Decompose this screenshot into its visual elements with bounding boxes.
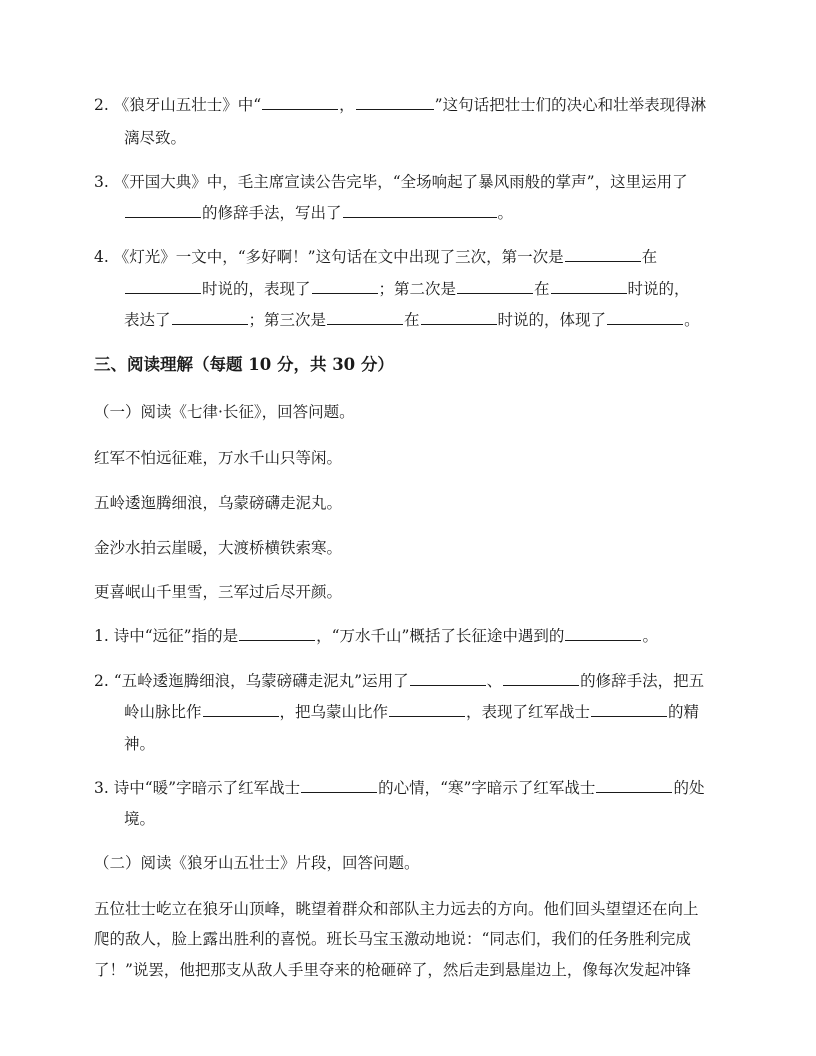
- question-3-line-2: [124, 203, 513, 223]
- text: 时说的，: [627, 280, 690, 298]
- part-heading: （二）阅读《狼牙山五壮士》片段，回答问题。: [94, 854, 420, 872]
- reading-question-2-line-1: [94, 671, 704, 691]
- text: 3. 《开国大典》中，毛主席宣读公告完毕，“全场响起了暴风雨般的掌声”，这里运用了: [94, 173, 688, 191]
- question-2-line-2: [124, 128, 186, 148]
- reading-question-3-line-2: [124, 809, 155, 829]
- text: 表达了: [124, 311, 171, 329]
- text: ，“万水千山”概括了长征途中遇到的: [316, 627, 565, 645]
- text: ”这句话把壮士们的决心和壮举表现得淋: [434, 96, 707, 114]
- poem-line: 更喜岷山千里雪，三军过后尽开颜。: [94, 583, 343, 601]
- poem-line: 五岭逶迤腾细浪，乌蒙磅礴走泥丸。: [94, 494, 343, 512]
- answer-blank[interactable]: [565, 626, 641, 641]
- reading-question-2-line-3: [124, 734, 155, 754]
- text: 的修辞手法，把五: [580, 672, 705, 690]
- text: ，表现了红军战士: [466, 703, 591, 721]
- passage-line: 了！”说罢，他把那支从敌人手里夺来的枪砸碎了，然后走到悬崖边上，像每次发起冲锋: [94, 961, 691, 979]
- text: 。: [497, 204, 514, 222]
- text: 。: [642, 627, 658, 645]
- question-2-line-1: [94, 95, 706, 115]
- question-4-line-3: [124, 310, 700, 330]
- passage-line: 五位壮士屹立在狼牙山顶峰，眺望着群众和部队主力远去的方向。他们回头望望还在向上: [94, 900, 699, 918]
- text: 在: [404, 311, 420, 329]
- answer-blank[interactable]: [410, 671, 486, 686]
- answer-blank[interactable]: [203, 702, 279, 717]
- text: 时说的，体现了: [497, 311, 607, 329]
- answer-blank[interactable]: [503, 671, 579, 686]
- question-3-line-1: [94, 172, 688, 192]
- answer-blank[interactable]: [343, 203, 497, 218]
- answer-blank[interactable]: [457, 279, 533, 294]
- answer-blank[interactable]: [327, 310, 403, 325]
- answer-blank[interactable]: [312, 279, 378, 294]
- text: 的心情，“寒”字暗示了红军战士: [378, 779, 596, 797]
- reading-question-2-line-2: [124, 702, 699, 722]
- text: 境。: [124, 810, 156, 828]
- text: 的处: [673, 779, 705, 797]
- text: ；第二次是: [378, 280, 457, 298]
- answer-blank[interactable]: [125, 203, 201, 218]
- answer-blank[interactable]: [596, 778, 672, 793]
- text: 的精: [668, 703, 700, 721]
- text: ；第三次是: [248, 311, 327, 329]
- answer-blank[interactable]: [565, 247, 641, 262]
- poem-line: 红军不怕远征难，万水千山只等闲。: [94, 449, 343, 467]
- text: 2. “五岭逶迤腾细浪，乌蒙磅礴走泥丸”运用了: [94, 672, 409, 690]
- text: ，把乌蒙山比作: [279, 703, 389, 721]
- text: 2. 《狼牙山五壮士》中“: [94, 96, 262, 114]
- passage-line: 爬的敌人，脸上露出胜利的喜悦。班长马宝玉激动地说：“同志们，我们的任务胜利完成: [94, 930, 691, 948]
- text: 3. 诗中“暖”字暗示了红军战士: [94, 779, 301, 797]
- answer-blank[interactable]: [301, 778, 377, 793]
- answer-blank[interactable]: [172, 310, 248, 325]
- answer-blank[interactable]: [262, 95, 338, 110]
- question-4-line-1: [94, 247, 657, 267]
- text: 、: [486, 672, 503, 690]
- answer-blank[interactable]: [356, 95, 434, 110]
- answer-blank[interactable]: [551, 279, 627, 294]
- text: 神。: [124, 735, 156, 753]
- part-heading: （一）阅读《七律·长征》，回答问题。: [94, 403, 355, 421]
- reading-question-3-line-1: [94, 778, 704, 798]
- text: 在: [534, 280, 550, 298]
- text: 时说的，表现了: [202, 280, 311, 298]
- answer-blank[interactable]: [389, 702, 465, 717]
- answer-blank[interactable]: [239, 626, 315, 641]
- text: 。: [684, 311, 700, 329]
- text: 漓尽致。: [124, 129, 187, 147]
- text: 1. 诗中“远征”指的是: [94, 627, 239, 645]
- answer-blank[interactable]: [125, 279, 201, 294]
- text: 在: [641, 248, 658, 266]
- text: 的修辞手法，写出了: [202, 204, 342, 222]
- text: ，: [339, 96, 355, 114]
- question-4-line-2: [124, 279, 690, 299]
- text: 4. 《灯光》一文中，“多好啊！”这句话在文中出现了三次，第一次是: [94, 248, 564, 266]
- text: 岭山脉比作: [124, 703, 202, 721]
- answer-blank[interactable]: [591, 702, 667, 717]
- answer-blank[interactable]: [421, 310, 497, 325]
- section-heading: 三、阅读理解（每题 10 分，共 30 分）: [94, 355, 394, 374]
- answer-blank[interactable]: [607, 310, 683, 325]
- reading-question-1: [94, 626, 658, 646]
- poem-line: 金沙水拍云崖暖，大渡桥横铁索寒。: [94, 539, 343, 557]
